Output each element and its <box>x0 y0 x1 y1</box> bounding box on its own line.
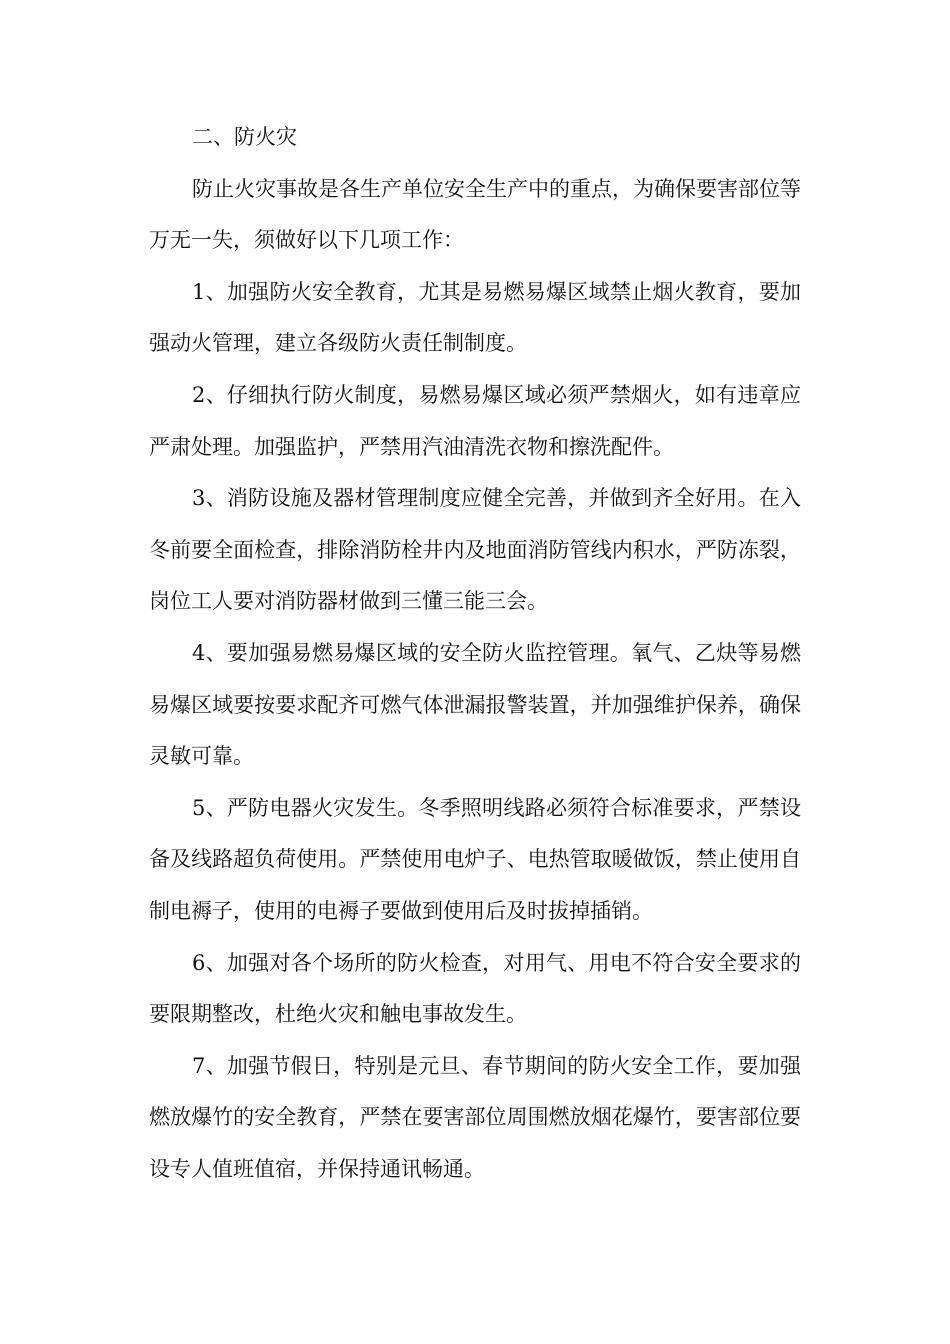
section-heading: 二、防火灾 <box>192 125 297 149</box>
list-item-5: 5、严防电器火灾发生。冬季照明线路必须符合标准要求，严禁设备及线路超负荷使用。严禁使用电炉子、电热管取暖做饭，禁止使用自制电褥子，使用的电褥子要做到使用后及时拔掉插销。 <box>149 795 801 923</box>
list-item-4: 4、要加强易燃易爆区域的安全防火监控管理。氧气、乙炔等易燃易爆区域要按要求配齐可燃气体泄漏报警装置，并加强维护保养，确保灵敏可靠。 <box>149 640 801 769</box>
list-item-1: 1、加强防火安全教育，尤其是易燃易爆区域禁止烟火教育，要加强动火管理，建立各级防火责任制制度。 <box>149 279 801 356</box>
list-item-3: 3、消防设施及器材管理制度应健全完善，并做到齐全好用。在入冬前要全面检查，排除消防栓井内及地面消防管线内积水，严防冻裂，岗位工人要对消防器材做到三懂三能三会。 <box>149 486 801 614</box>
list-item-7: 7、加强节假日，特别是元旦、春节期间的防火安全工作，要加强燃放爆竹的安全教育，严禁在要害部位周围燃放烟花爆竹，要害部位要设专人值班值宿，并保持通讯畅通。 <box>149 1053 801 1181</box>
list-item-2: 2、仔细执行防火制度，易燃易爆区域必须严禁烟火，如有违章应严肃处理。加强监护，严禁用汽油清洗衣物和擦洗配件。 <box>149 382 801 459</box>
intro-paragraph: 防止火灾事故是各生产单位安全生产中的重点，为确保要害部位等万无一失，须做好以下几项工作： <box>149 176 801 253</box>
list-item-6: 6、加强对各个场所的防火检查，对用气、用电不符合安全要求的要限期整改，杜绝火灾和触电事故发生。 <box>149 950 801 1027</box>
document-body <box>149 112 801 1195</box>
